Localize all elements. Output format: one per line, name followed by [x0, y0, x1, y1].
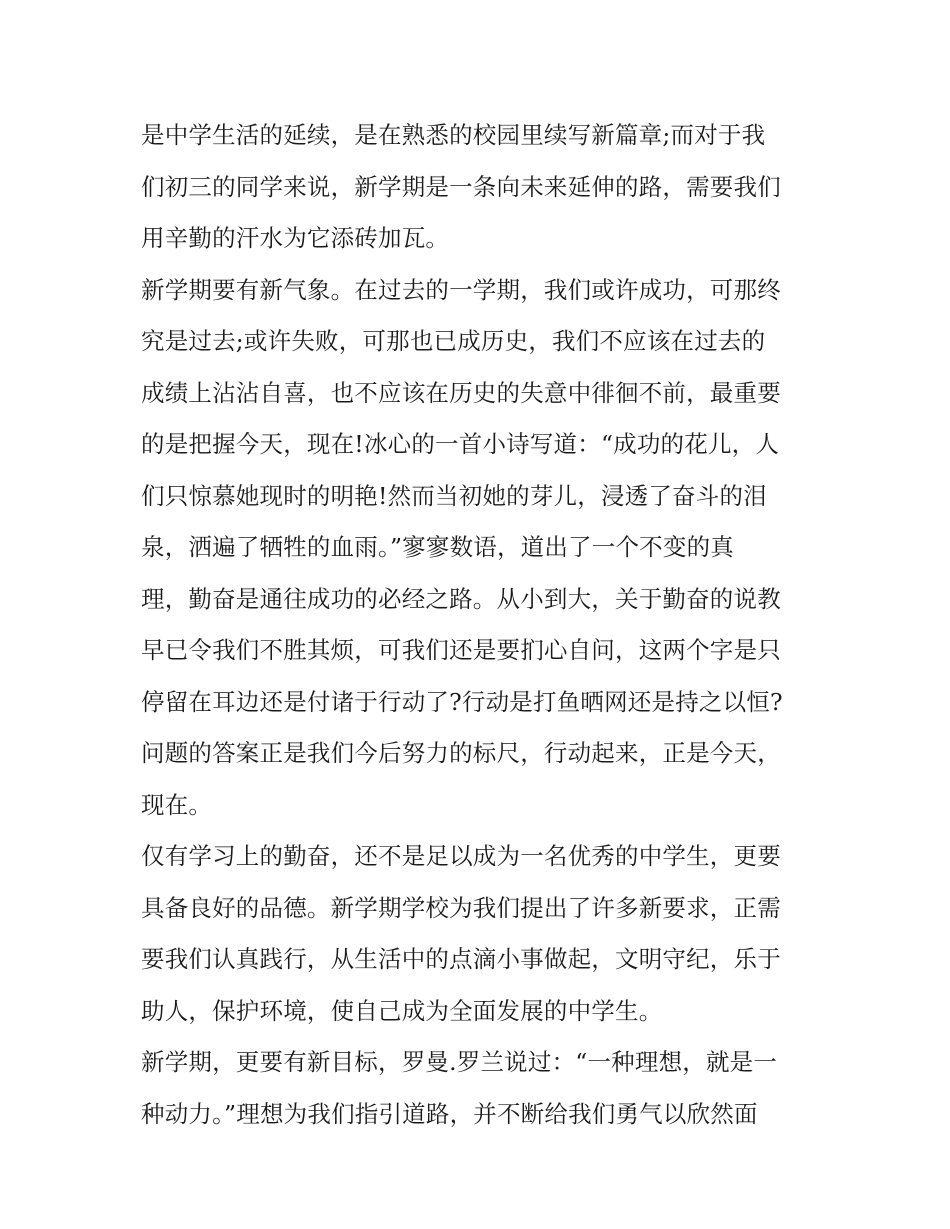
- text-line: 停留在耳边还是付诸于行动了?行动是打鱼晒网还是持之以恒?: [141, 687, 783, 716]
- text-line: 新学期要有新气象。在过去的一学期，我们或许成功，可那终: [141, 275, 781, 304]
- text-line: 成绩上沾沾自喜，也不应该在历史的失意中徘徊不前，最重要: [141, 378, 781, 407]
- text-line: 的是把握今天，现在!冰心的一首小诗写道：“成功的花儿，人: [141, 430, 780, 458]
- text-line: 们初三的同学来说，新学期是一条向未来延伸的路，需要我们: [141, 172, 781, 201]
- text-line: 泉，洒遍了牺牲的血雨。”寥寥数语，道出了一个不变的真: [141, 533, 734, 561]
- text-line: 要我们认真践行，从生活中的点滴小事做起，文明守纪，乐于: [141, 945, 781, 973]
- text-line: 们只惊慕她现时的明艳!然而当初她的芽儿，浸透了奋斗的泪: [141, 481, 767, 510]
- text-line: 助人，保护环境，使自己成为全面发展的中学生。: [141, 996, 663, 1025]
- text-line: 是中学生活的延续，是在熟悉的校园里续写新篇章;而对于我: [141, 121, 766, 149]
- text-line: 用辛勤的汗水为它添砖加瓦。: [141, 224, 450, 252]
- text-line: 问题的答案正是我们今后努力的标尺，行动起来，正是今天，: [141, 739, 781, 767]
- text-line: 理，勤奋是通往成功的必经之路。从小到大，关于勤奋的说教: [141, 584, 781, 613]
- text-line: 新学期，更要有新目标，罗曼.罗兰说过：“一种理想，就是一: [141, 1048, 778, 1076]
- text-line: 早已令我们不胜其烦，可我们还是要扪心自问，这两个字是只: [141, 636, 781, 664]
- text-line: 种动力。”理想为我们指引道路，并不断给我们勇气以欣然面: [141, 1099, 758, 1128]
- text-line: 究是过去;或许失败，可那也已成历史，我们不应该在过去的: [141, 327, 766, 355]
- text-line: 仅有学习上的勤奋，还不是足以成为一名优秀的中学生，更要: [141, 842, 781, 870]
- text-line: 具备良好的品德。新学期学校为我们提出了许多新要求，正需: [141, 893, 781, 922]
- body-text: [141, 110, 821, 1140]
- text-line: 现在。: [141, 790, 213, 819]
